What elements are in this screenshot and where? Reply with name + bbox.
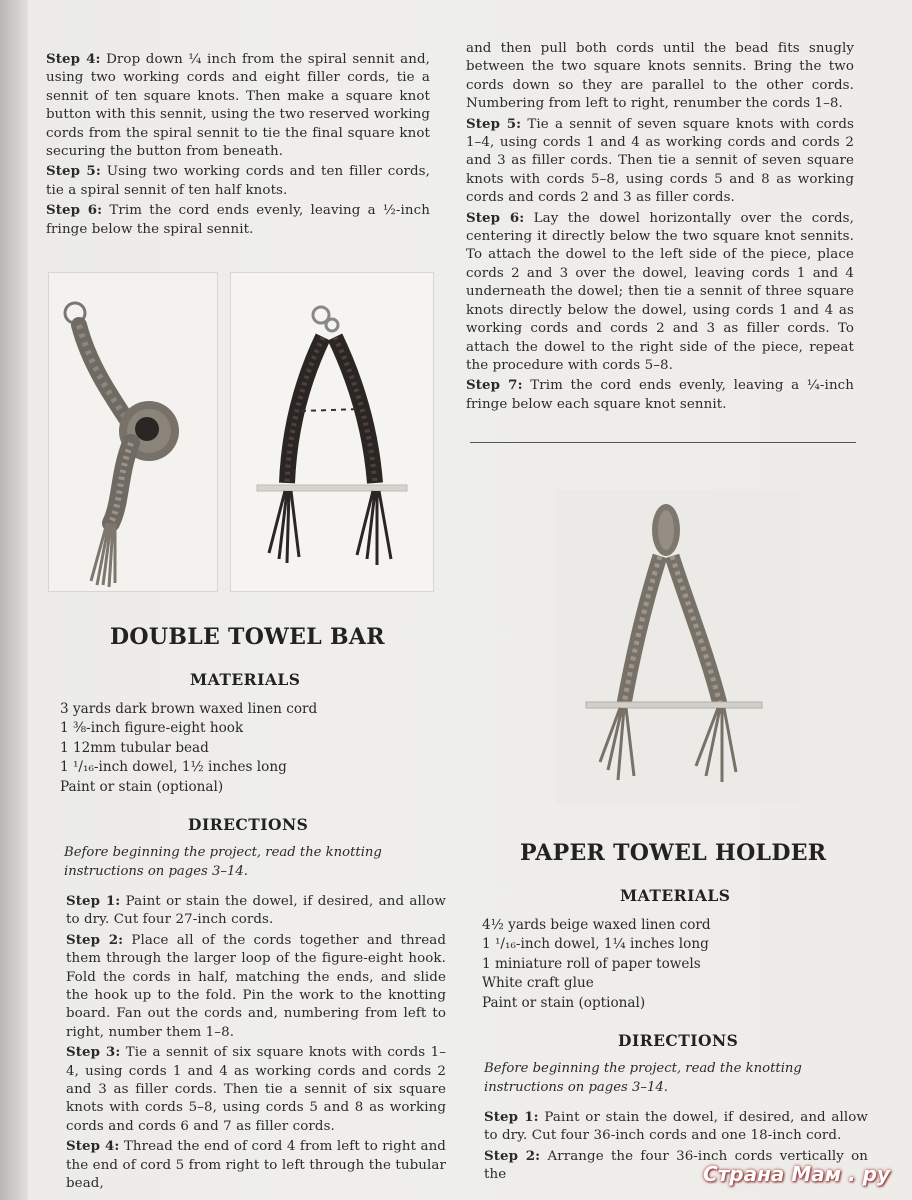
materials-list [482,916,711,1013]
step-paragraph [466,376,854,414]
step-label: Step 7: [466,377,523,394]
materials-heading: MATERIALS [190,670,301,689]
section-title: PAPER TOWEL HOLDER [520,840,827,866]
step-text: Tie a sennit of seven square knots with cords 1–4, using cords 1 and 4 as working cords and cords 2 and 3 as filler cords. Then tie a sennit of seven square knots with cords 5–8, using cords 5 and 8 as working cords and cords 2 and 3 as filler cords. [466,116,854,206]
materials-item: White craft glue [482,975,594,992]
left-top-steps [46,50,430,240]
step-text: Tie a sennit of six square knots with cords 1–4, using cords 1 and 4 as working cords and cords 2 and 3 as filler cords. Then tie a sennit of six square knots with cords 5–8, using cords 5 and 8 as working cords and cords 6 and 7 as filler cords. [66,1045,446,1134]
directions-heading: DIRECTIONS [618,1031,739,1050]
step-label: Step 5: [46,163,101,180]
double-towel-steps [66,892,446,1195]
step-label: Step 3: [66,1044,121,1061]
step-label: Step 6: [46,202,103,219]
materials-item: Paint or stain (optional) [60,778,224,795]
step-label: Step 5: [466,115,522,132]
step-label: Step 4: [66,1138,120,1155]
materials-item: Paint or stain (optional) [482,994,646,1011]
materials-item: 3 yards dark brown waxed linen cord [60,701,318,717]
materials-item: 1 ¹/₁₆-inch dowel, 1¼ inches long [482,936,709,953]
materials-item: 1 ¹/₁₆-inch dowel, 1½ inches long [60,759,287,776]
step-text: Trim the cord ends evenly, leaving a ¼-inch fringe below each square knot sennit. [466,378,854,412]
step-paragraph [66,892,446,930]
step-label: Step 6: [466,209,525,226]
step-text: Lay the dowel horizontally over the cords, centering it directly below the two square knot sennits. To attach the dowel to the left side of the piece, place cords 2 and 3 over the dowel, leaving cords 1 and 4 underneath the dowel; then tie a sennit of three square knots directly below the dowel, using cords 1 and 4 as working cords and cords 2 and 3 as filler cords. To attach the dowel to the right side of the piece, repeat the procedure with cords 5–8. [466,210,854,373]
continued-paragraph: and then pull both cords until the bead fits snugly between the two square knots sennits. Bring the two cords down so they are parallel to the other cords. Numbering from left to right, renumber the cords 1–8. [466,41,854,112]
step-text: Arrange the four 36-inch cords vertically on the [484,1148,868,1183]
step-label: Step 2: [484,1147,541,1164]
directions-intro: Before beginning the project, read the knotting instructions on pages 3–14. [64,845,382,879]
materials-item: 4½ yards beige waxed linen cord [482,917,711,933]
step-paragraph [66,1137,446,1193]
step-text: Drop down ¼ inch from the spiral sennit and, using two working cords and eight filler cords, tie a sennit of ten square knots. Then make a square knot button with this sennit, using the two reserved working cords from the spiral sennit to tie the final square knot securing the button from beneath. [46,52,430,160]
step-text: Thread the end of cord 4 from left to right and the end of cord 5 from right to left through the tubular bead, [66,1139,446,1192]
section-title: DOUBLE TOWEL BAR [110,624,385,650]
step-paragraph [66,1043,446,1136]
step-paragraph [466,115,854,208]
step-label: Step 4: [46,51,101,67]
photo-paper-towel-holder [556,490,800,804]
step-paragraph [46,50,430,161]
site-watermark: Страна Мам . ру [703,1162,890,1186]
materials-item: 1 12mm tubular bead [60,739,209,756]
step-paragraph [66,931,446,1042]
materials-item: 1 miniature roll of paper towels [482,955,701,972]
photo-double-towel-bar [230,272,434,592]
step-paragraph [484,1108,868,1146]
step-text: Paint or stain the dowel, if desired, and allow to dry. Cut four 36-inch cords and one 18-inch cord. [484,1110,868,1144]
directions-intro: Before beginning the project, read the knotting instructions on pages 3–14. [484,1061,802,1095]
materials-list [60,700,317,797]
step-text: Using two working cords and ten filler cords, tie a spiral sennit of ten half knots. [46,164,430,198]
step-paragraph [466,209,854,376]
step-text: Place all of the cords together and thread them through the larger loop of the figure-eight hook. Fold the cords in half, matching the ends, and slide the hook up to the fold. Pin the work to the knotting board. Fan out the cords and, numbering from left to right, number them 1–8. [66,932,446,1040]
step-text: Paint or stain the dowel, if desired, and allow to dry. Cut four 27-inch cords. [66,894,446,928]
step-paragraph [46,201,430,239]
step-label: Step 1: [66,893,121,909]
directions-heading: DIRECTIONS [188,815,309,834]
step-label: Step 1: [484,1109,539,1125]
materials-heading: MATERIALS [620,886,731,905]
materials-item: 1 ⅜-inch figure-eight hook [60,720,244,737]
photo-spiral-keyfob [48,272,218,592]
right-top-steps [466,40,854,415]
page-gutter [0,0,28,1200]
step-label: Step 2: [66,931,124,948]
step-paragraph [46,162,430,200]
section-divider [470,442,856,443]
step-text: Trim the cord ends evenly, leaving a ½-inch fringe below the spiral sennit. [46,203,430,237]
